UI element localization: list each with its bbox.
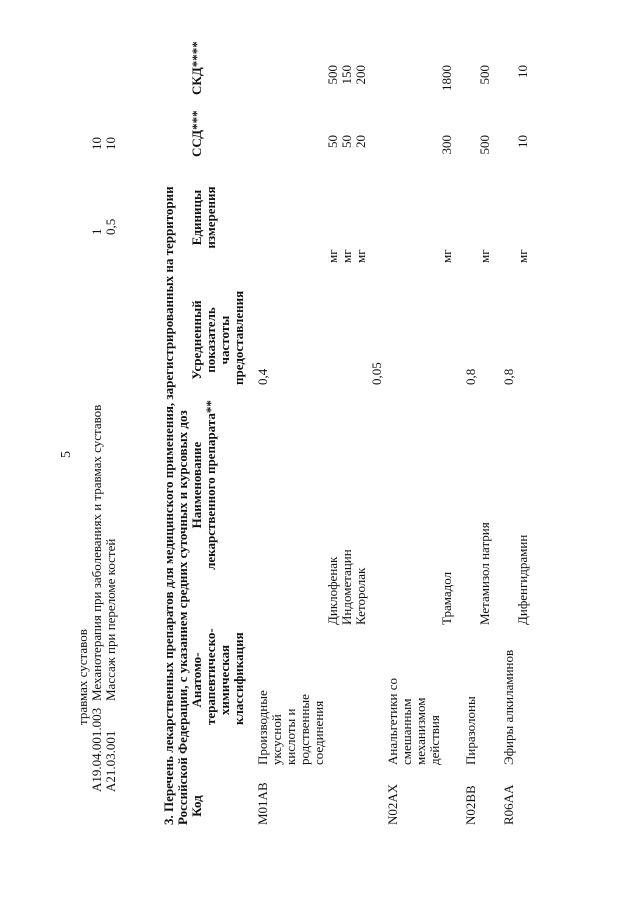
drug-unit: мг bbox=[477, 249, 492, 263]
drug-skd: 500 bbox=[477, 65, 492, 85]
service-row-code: A19.04.001.003 bbox=[89, 707, 104, 792]
service-row-name: Механотерапия при заболеваниях и травмах суставов bbox=[89, 404, 104, 701]
group-code: R06AA bbox=[501, 784, 516, 825]
drug-ssd: 300 bbox=[439, 135, 454, 155]
header-code: Код bbox=[189, 795, 204, 817]
service-row-count: 10 bbox=[103, 137, 118, 150]
header-unit: Единицы измерения bbox=[189, 186, 218, 249]
drug-unit: мг bbox=[515, 249, 530, 263]
drug-name: Метамизол натрия bbox=[477, 522, 492, 625]
group-atc: Эфиры алкиламинов bbox=[501, 649, 516, 765]
drug-unit: мг bbox=[325, 249, 340, 263]
service-row-freq: 0,5 bbox=[103, 218, 118, 235]
drug-ssd: 20 bbox=[353, 135, 368, 148]
header-ssd: ССД*** bbox=[189, 110, 204, 157]
group-code: N02AX bbox=[385, 783, 400, 825]
header-atc: Анатомо-терапевтическо-химическая классификация bbox=[189, 628, 246, 725]
drug-ssd: 50 bbox=[325, 135, 340, 148]
drug-name: Трамадол bbox=[439, 571, 454, 625]
group-freq: 0,4 bbox=[255, 368, 270, 385]
group-atc: Анальгетики со смешанным механизмом действия bbox=[385, 677, 442, 765]
continuation-text: травмах суставов bbox=[75, 629, 90, 725]
group-freq: 0,8 bbox=[501, 368, 516, 385]
header-drug-name: Наименование лекарственного препарата** bbox=[189, 400, 218, 570]
drug-ssd: 10 bbox=[515, 135, 530, 148]
drug-name: Кеторолак bbox=[353, 567, 368, 625]
drug-name: Диклофенак bbox=[325, 556, 340, 625]
drug-skd: 200 bbox=[353, 65, 368, 85]
header-avg-freq: Усредненный показатель частоты предоставления bbox=[189, 290, 246, 385]
drug-ssd: 500 bbox=[477, 135, 492, 155]
drug-skd: 1800 bbox=[439, 65, 454, 91]
section-heading: 3. Перечень лекарственных препаратов для медицинского применения, зарегистрированных на территории bbox=[161, 186, 176, 825]
group-atc: Пиразолоны bbox=[463, 696, 478, 765]
service-row-count: 10 bbox=[89, 137, 104, 150]
group-code: M01AB bbox=[255, 782, 270, 825]
group-atc: Производные уксусной кислоты и родственные соединения bbox=[255, 690, 326, 765]
drug-name: Индометацин bbox=[339, 549, 354, 625]
service-row-code: A21.03.001 bbox=[103, 730, 118, 792]
group-freq: 0,05 bbox=[369, 362, 384, 385]
drug-skd: 500 bbox=[325, 65, 340, 85]
drug-unit: мг bbox=[353, 249, 368, 263]
drug-skd: 10 bbox=[515, 65, 530, 78]
drug-skd: 150 bbox=[339, 65, 354, 85]
group-code: N02BB bbox=[463, 785, 478, 825]
service-row-name: Массаж при переломе костей bbox=[103, 538, 118, 701]
drug-unit: мг bbox=[339, 249, 354, 263]
drug-name: Дифенгидрамин bbox=[515, 534, 530, 625]
group-freq: 0,8 bbox=[463, 368, 478, 385]
header-skd: СКД**** bbox=[189, 41, 204, 95]
service-row-freq: 1 bbox=[89, 228, 104, 235]
page-number: 5 bbox=[59, 451, 74, 458]
section-heading: Российской Федерации, с указанием средних суточных и курсовых доз bbox=[175, 410, 190, 825]
drug-unit: мг bbox=[439, 249, 454, 263]
drug-ssd: 50 bbox=[339, 135, 354, 148]
